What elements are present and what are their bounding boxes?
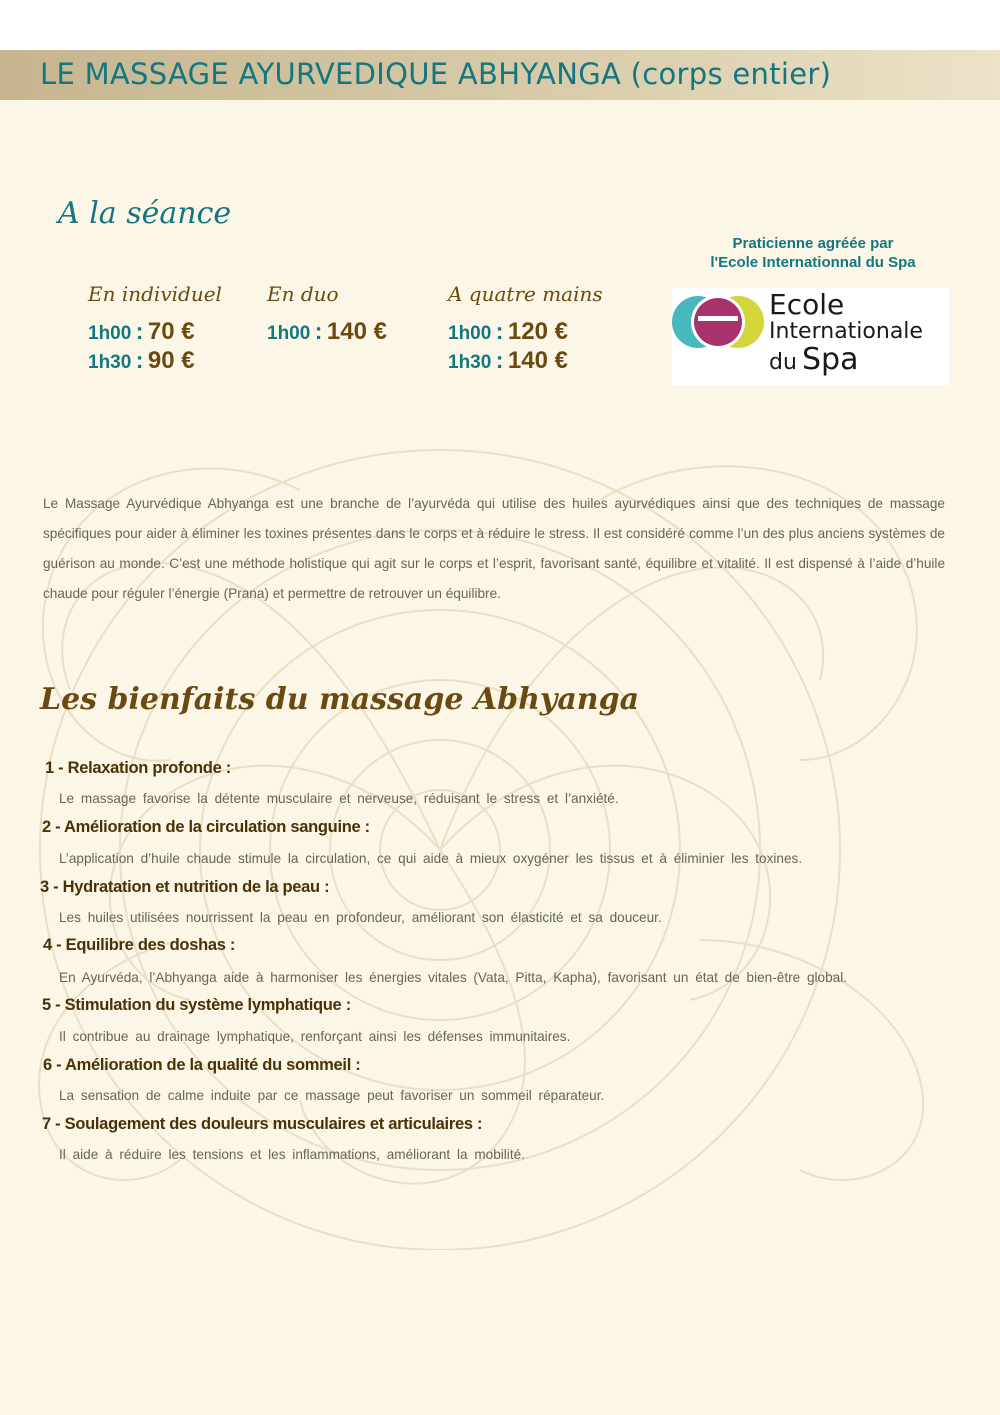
logo-wordmark (769, 288, 923, 377)
price-duration: 1h30 (448, 352, 492, 373)
price-amount: 120 € (507, 318, 568, 345)
price-amount: 140 € (507, 347, 568, 374)
price-line (88, 318, 222, 345)
benefit-text-4: En Ayurvéda, l’Abhyanga aide à harmoniser les énergies vitales (Vata, Pitta, Kapha), favorisant un état de bien-être global. (59, 970, 848, 985)
benefit-text-7: Il aide à réduire les tensions et les inflammations, améliorant la mobilité. (59, 1147, 525, 1162)
benefit-text-3: Les huiles utilisées nourrissent la peau en profondeur, améliorant son élasticité et sa douceur. (59, 910, 662, 925)
price-duration: 1h00 (267, 323, 311, 344)
top-white-strip (0, 0, 1000, 50)
benefit-heading-7: 7 - Soulagement des douleurs musculaires et articulaires : (42, 1115, 483, 1133)
page-title: LE MASSAGE AYURVEDIQUE ABHYANGA (corps entier) (40, 57, 832, 91)
benefit-heading-1: 1 - Relaxation profonde : (45, 759, 231, 777)
accreditation-text (690, 234, 936, 272)
benefit-heading-4: 4 - Equilibre des doshas : (43, 936, 236, 954)
benefit-text-1: Le massage favorise la détente musculaire et nerveuse, réduisant le stress et l’anxiété. (59, 791, 619, 806)
price-separator: : (495, 347, 504, 373)
benefit-heading-6: 6 - Amélioration de la qualité du sommeil : (43, 1056, 361, 1074)
price-separator: : (135, 318, 144, 344)
price-line (88, 347, 222, 374)
price-column-duo (267, 282, 387, 345)
benefit-text-5: Il contribue au drainage lymphatique, renforçant ainsi les défenses immunitaires. (59, 1029, 571, 1044)
logo-circles-icon (672, 292, 764, 352)
intro-paragraph: Le Massage Ayurvédique Abhyanga est une branche de l’ayurvéda qui utilise des huiles ayurvédiques ainsi que des techniques de massage spécifiques pour aider à éliminer les toxines présentes dans le corps et à réduire le stress. Il est considéré comme l’un des plus anciens systèmes de guérison au monde. C’est une méthode holistique qui agit sur le corps et l’esprit, favorisant santé, équilibre et vitalité. Il est dispensé à l’aide d’huile chaude pour réguler l’énergie (Prana) et permettre de retrouver un équilibre. (43, 496, 945, 601)
price-separator: : (135, 347, 144, 373)
logo-text-ecole: Ecole (769, 288, 845, 321)
price-duration: 1h30 (88, 352, 132, 373)
price-line (267, 318, 387, 345)
accreditation-line-2: l'Ecole Internationnal du Spa (710, 254, 916, 271)
price-amount: 70 € (147, 318, 195, 345)
price-line (448, 347, 603, 374)
title-bar (0, 50, 1000, 100)
price-column-label: En duo (267, 282, 339, 306)
price-duration: 1h00 (448, 323, 492, 344)
price-duration: 1h00 (88, 323, 132, 344)
benefit-heading-2: 2 - Amélioration de la circulation sanguine : (42, 818, 370, 836)
price-separator: : (314, 318, 323, 344)
logo-text-du: du (769, 350, 797, 375)
price-separator: : (495, 318, 504, 344)
benefit-heading-3: 3 - Hydratation et nutrition de la peau : (40, 878, 330, 896)
price-column-label: En individuel (88, 282, 222, 306)
price-column-label: A quatre mains (448, 282, 603, 306)
accreditation-line-1: Praticienne agréée par (732, 235, 894, 252)
price-amount: 140 € (326, 318, 387, 345)
price-amount: 90 € (147, 347, 195, 374)
logo-text-internationale: Internationale (769, 319, 923, 344)
logo-text-spa: Spa (802, 342, 859, 377)
price-line (448, 318, 603, 345)
ecole-spa-logo (672, 288, 949, 385)
logo-text-du-spa (769, 342, 923, 377)
benefit-text-6: La sensation de calme induite par ce massage peut favoriser un sommeil réparateur. (59, 1088, 605, 1103)
price-column-quatre-mains (448, 282, 603, 374)
benefit-heading-5: 5 - Stimulation du système lymphatique : (42, 996, 351, 1014)
price-column-individuel (88, 282, 222, 374)
seance-title: A la séance (58, 196, 232, 231)
benefits-title: Les bienfaits du massage Abhyanga (40, 682, 640, 717)
benefit-text-2: L’application d’huile chaude stimule la circulation, ce qui aide à mieux oxygéner les tissus et à éliminier les toxines. (59, 851, 803, 866)
